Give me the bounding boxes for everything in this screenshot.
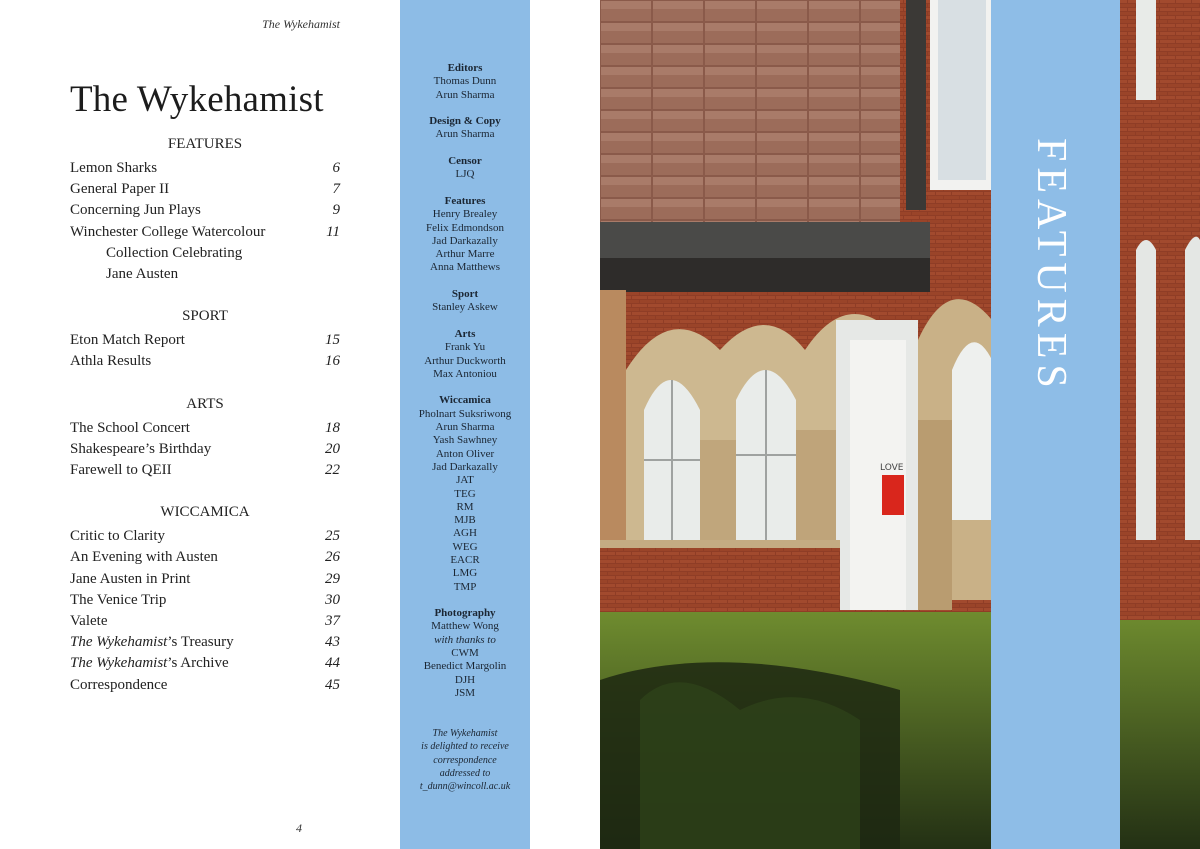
- toc-entry-title: Correspondence: [70, 676, 168, 693]
- toc-entry: [70, 418, 340, 439]
- toc-section-features: [70, 135, 340, 285]
- toc-entry-title: The School Concert: [70, 419, 190, 436]
- toc-entry-title: Farewell to QEII: [70, 462, 172, 479]
- masthead-name: JSM: [454, 686, 476, 699]
- masthead-name: LJQ: [455, 168, 475, 181]
- masthead-group: [400, 195, 530, 275]
- masthead-name: Stanley Askew: [432, 301, 498, 314]
- toc-entry: [70, 526, 340, 547]
- toc-entry: [70, 351, 340, 372]
- masthead-group: [400, 155, 530, 182]
- toc-entry: [70, 632, 340, 653]
- toc-entry: [70, 611, 340, 632]
- toc-entry-title: General Paper II: [70, 181, 170, 198]
- toc-entry-title: An Evening with Austen: [70, 549, 218, 566]
- masthead-group: [400, 115, 530, 142]
- correspondence-note-line: The Wykehamist: [432, 728, 498, 739]
- masthead-name: Benedict Margolin: [423, 660, 507, 673]
- masthead-role: Sport: [451, 288, 479, 301]
- masthead-name: CWM: [451, 647, 479, 660]
- masthead-group: [400, 288, 530, 315]
- svg-text:LOVE: LOVE: [880, 463, 904, 473]
- masthead-name: EACR: [450, 553, 480, 566]
- masthead-name: Yash Sawhney: [432, 434, 498, 447]
- toc-entry: [70, 330, 340, 351]
- masthead-role: Editors: [447, 62, 483, 74]
- toc-entry: [70, 222, 340, 286]
- masthead-group: [400, 62, 530, 102]
- toc-entry-page: 44: [325, 655, 340, 672]
- masthead-name: TMP: [453, 580, 477, 593]
- masthead-name: Arun Sharma: [435, 421, 495, 434]
- page-gutter: [530, 0, 600, 849]
- toc-entry-page: 37: [325, 613, 340, 630]
- toc-entry: [70, 547, 340, 568]
- toc-section-heading: FEATURES: [167, 136, 243, 152]
- toc-entry-page: 7: [332, 181, 340, 198]
- masthead-name: Arun Sharma: [435, 88, 495, 101]
- toc-section-heading: ARTS: [186, 395, 224, 412]
- masthead-name: MJB: [454, 514, 476, 527]
- toc-entry-title: Concerning Jun Plays: [70, 202, 201, 219]
- toc-entry-page: 25: [325, 528, 340, 545]
- features-section-word: FEATURES: [1028, 138, 1074, 394]
- toc-entry-title: The Wykehamist’s Archive: [70, 655, 229, 672]
- masthead-name: Jad Darkazally: [432, 460, 498, 473]
- correspondence-note: [400, 727, 530, 793]
- toc-entry-page: 15: [325, 332, 340, 349]
- toc-section-heading: WICCAMICA: [160, 504, 250, 521]
- table-of-contents: [70, 135, 340, 718]
- running-head: The Wykehamist: [262, 17, 340, 31]
- toc-entry-page: 6: [332, 160, 340, 176]
- toc-entry: [70, 200, 340, 221]
- toc-entry: [70, 439, 340, 460]
- correspondence-note-line: is delighted to receive: [421, 741, 509, 753]
- masthead-name: Arthur Marre: [435, 248, 495, 261]
- toc-entry-title: Jane Austen in Print: [70, 570, 191, 587]
- masthead-name: Max Antoniou: [433, 367, 497, 380]
- toc-entry-title: Shakespeare’s Birthday: [70, 440, 212, 457]
- toc-section-sport: [70, 307, 340, 372]
- toc-entry-title: The Wykehamist’s Treasury: [70, 634, 234, 651]
- masthead-name: JAT: [456, 474, 474, 487]
- correspondence-note-line: addressed to: [439, 767, 491, 779]
- masthead-name: LMG: [452, 567, 478, 580]
- toc-entry: [70, 569, 340, 590]
- masthead-name: Arun Sharma: [435, 128, 495, 141]
- masthead-role: Features: [444, 194, 486, 207]
- toc-entry-title: Critic to Clarity: [70, 528, 165, 545]
- toc-entry-title: Eton Match Report: [70, 332, 185, 349]
- masthead-role: Photography: [434, 607, 496, 620]
- toc-entry-page: 18: [325, 419, 340, 436]
- toc-entry-title: The Venice Trip: [70, 591, 167, 608]
- masthead-name: RM: [456, 500, 474, 513]
- magazine-title: The Wykehamist: [70, 79, 324, 120]
- masthead-role: Censor: [448, 155, 482, 168]
- masthead-strip: [400, 0, 530, 849]
- masthead-group: [400, 394, 530, 593]
- toc-entry-page: 45: [325, 676, 340, 693]
- masthead-group: [400, 607, 530, 700]
- masthead-name: Anton Oliver: [435, 447, 495, 460]
- toc-entry-page: 11: [326, 223, 340, 240]
- toc-entry-page: 20: [325, 440, 340, 457]
- masthead-name: Jad Darkazally: [432, 234, 498, 247]
- masthead-group: [400, 328, 530, 381]
- masthead-credits: [400, 62, 530, 714]
- toc-entry: [70, 590, 340, 611]
- toc-entry-page: 9: [332, 202, 340, 219]
- masthead-name: AGH: [453, 527, 477, 540]
- toc-entry-page: 30: [325, 591, 340, 608]
- masthead-name: DJH: [454, 673, 476, 686]
- correspondence-note-line: t_dunn@wincoll.ac.uk: [419, 781, 511, 793]
- toc-entry-title: Athla Results: [70, 353, 152, 370]
- toc-entry: [70, 675, 340, 696]
- toc-entry-title: Winchester College Watercolour Collection Celebrating Jane Austen: [70, 223, 266, 283]
- features-banner: [991, 0, 1120, 849]
- masthead-name: Thomas Dunn: [433, 75, 497, 88]
- masthead-name: Arthur Duckworth: [424, 354, 506, 367]
- toc-entry-page: 29: [325, 570, 340, 587]
- masthead-name: with thanks to: [434, 633, 496, 646]
- masthead-role: Design & Copy: [429, 115, 501, 128]
- toc-entry-page: 22: [325, 462, 340, 479]
- toc-section-wiccamica: [70, 503, 340, 696]
- toc-entry-page: 16: [325, 353, 340, 370]
- masthead-role: Wiccamica: [439, 394, 491, 407]
- toc-entry-title: Valete: [70, 613, 108, 630]
- masthead-name: Henry Brealey: [432, 208, 498, 221]
- toc-entry-page: 43: [325, 634, 340, 651]
- toc-entry-title: Lemon Sharks: [70, 160, 158, 176]
- toc-entry: [70, 158, 340, 179]
- toc-section-heading: SPORT: [182, 308, 228, 325]
- toc-entry-page: 26: [325, 549, 340, 566]
- masthead-name: Matthew Wong: [431, 620, 499, 633]
- masthead-name: Felix Edmondson: [426, 221, 504, 234]
- masthead-name: Pholnart Suksriwong: [418, 407, 512, 420]
- contents-page: [0, 0, 400, 849]
- toc-entry: [70, 653, 340, 674]
- toc-entry: [70, 179, 340, 200]
- correspondence-note-line: correspondence: [433, 754, 497, 766]
- masthead-name: Frank Yu: [444, 341, 486, 354]
- masthead-name: Anna Matthews: [430, 261, 500, 274]
- masthead-name: WEG: [452, 540, 478, 553]
- toc-entry: [70, 460, 340, 481]
- page-number: 4: [296, 821, 302, 835]
- masthead-name: TEG: [454, 487, 476, 500]
- toc-section-arts: [70, 395, 340, 482]
- masthead-role: Arts: [454, 327, 476, 340]
